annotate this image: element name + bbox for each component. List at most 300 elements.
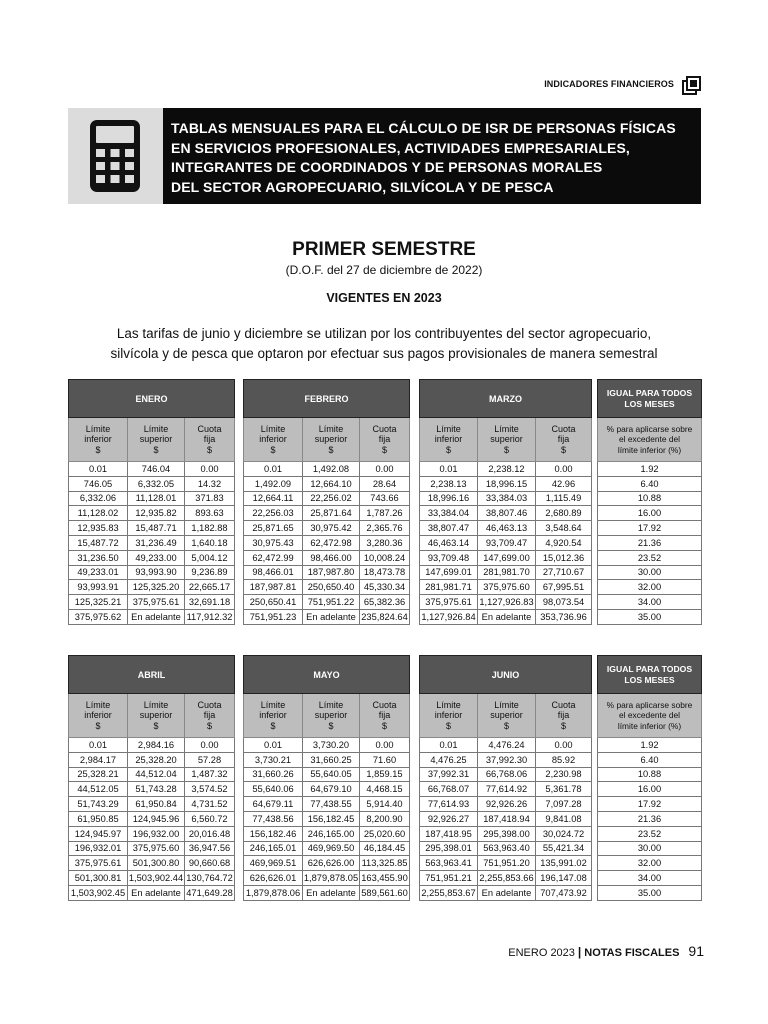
fixed-fee-cell: 743.66 [360,491,410,506]
fixed-fee-cell: 117,912.32 [185,609,235,624]
table-row [420,595,592,610]
upper-limit-cell: 66,768.06 [478,767,536,782]
column-header-lim-inf [69,694,128,738]
table-title-row [69,656,235,694]
lower-limit-cell: 98,466.01 [244,565,303,580]
column-header-line: fija [557,434,570,445]
table-row [420,826,592,841]
column-header-line: $ [95,444,101,455]
lower-limit-cell: 15,487.72 [69,535,128,550]
rate-title-line: LOS MESES [624,398,675,409]
rate-cell: 23.52 [598,826,702,841]
upper-limit-cell: En adelante [478,885,536,900]
rate-cell: 6.40 [598,752,702,767]
fixed-fee-cell: 135,991.02 [536,856,592,871]
fixed-fee-cell: 27,710.67 [536,565,592,580]
upper-limit-cell: 469,969.50 [303,841,360,856]
lower-limit-cell: 3,730.21 [244,752,303,767]
column-header-line: superior [314,434,348,445]
table-row [598,491,702,506]
banner-line: TABLAS MENSUALES PARA EL CÁLCULO DE ISR DE PERSONAS FÍSICAS [171,120,676,136]
column-header-cuota [536,418,592,462]
table-row [420,521,592,536]
fixed-fee-cell: 42.96 [536,476,592,491]
rate-cell: 16.00 [598,782,702,797]
table-row [420,752,592,767]
upper-limit-cell: 147,699.00 [478,550,536,565]
upper-limit-cell: 196,932.00 [128,826,185,841]
column-header-line: superior [139,434,173,445]
column-header-cuota [536,694,592,738]
column-header-lim-inf [420,694,478,738]
table-row [69,811,235,826]
lower-limit-cell: 751,951.23 [244,609,303,624]
rate-title-line: LOS MESES [624,674,675,685]
table-title-row [598,656,702,694]
upper-limit-cell: 92,926.26 [478,797,536,812]
column-header-line: Límite [143,699,169,710]
column-header-cuota [185,694,235,738]
column-header-line: $ [381,720,387,731]
lower-limit-cell: 147,699.01 [420,565,478,580]
lower-limit-cell: 1,492.09 [244,476,303,491]
table-row [598,565,702,580]
fixed-fee-cell: 471,649.28 [185,885,235,900]
lower-limit-cell: 156,182.46 [244,826,303,841]
table-row [244,767,410,782]
fixed-fee-cell: 32,691.18 [185,595,235,610]
tariff-table-mayo [243,655,410,901]
upper-limit-cell: 2,255,853.66 [478,871,536,886]
lower-limit-cell: 1,503,902.45 [69,885,128,900]
tariff-table-marzo [419,379,592,625]
upper-limit-cell: 4,476.24 [478,738,536,753]
fixed-fee-cell: 163,455.90 [360,871,410,886]
column-header-line: el excedente del [619,710,680,721]
fixed-fee-cell: 589,561.60 [360,885,410,900]
rate-cell: 23.52 [598,550,702,565]
rate-cell: 34.00 [598,871,702,886]
upper-limit-cell: 2,238.12 [478,462,536,477]
lower-limit-cell: 281,981.71 [420,580,478,595]
upper-limit-cell: 22,256.02 [303,491,360,506]
upper-limit-cell: 18,996.15 [478,476,536,491]
upper-limit-cell: 51,743.28 [128,782,185,797]
lower-limit-cell: 746.05 [69,476,128,491]
column-header-line: Límite [436,423,461,434]
table-row [69,565,235,580]
upper-limit-cell: 1,503,902.44 [128,871,185,886]
fixed-fee-cell: 36,947.56 [185,841,235,856]
tariff-table-febrero [243,379,410,625]
lower-limit-cell: 22,256.03 [244,506,303,521]
lower-limit-cell: 44,512.05 [69,782,128,797]
header-banner [68,108,701,204]
column-header-line: inferior [434,710,463,721]
table-row [244,491,410,506]
fixed-fee-cell: 2,230.98 [536,767,592,782]
table-title-row [244,656,410,694]
table-row [244,506,410,521]
fixed-fee-cell: 1,787.26 [360,506,410,521]
rate-cell: 10.88 [598,767,702,782]
upper-limit-cell: 31,236.49 [128,535,185,550]
upper-limit-cell: 93,709.47 [478,535,536,550]
footer-brand: NOTAS FISCALES [584,947,680,959]
fixed-fee-cell: 5,004.12 [185,550,235,565]
fixed-fee-cell: 1,182.88 [185,521,235,536]
table-row [69,767,235,782]
lower-limit-cell: 2,984.17 [69,752,128,767]
table-row [598,595,702,610]
lower-limit-cell: 0.01 [69,462,128,477]
column-header-line: Cuota [372,699,397,710]
rate-cell: 30.00 [598,565,702,580]
column-header-line: inferior [84,710,112,721]
table-row [598,550,702,565]
lower-limit-cell: 375,975.61 [69,856,128,871]
upper-limit-cell: 15,487.71 [128,521,185,536]
fixed-fee-cell: 0.00 [536,738,592,753]
fixed-fee-cell: 25,020.60 [360,826,410,841]
upper-limit-cell: 30,975.42 [303,521,360,536]
column-header-line: superior [139,710,173,721]
lower-limit-cell: 250,650.41 [244,595,303,610]
lower-limit-cell: 295,398.01 [420,841,478,856]
rate-cell: 35.00 [598,609,702,624]
lower-limit-cell: 751,951.21 [420,871,478,886]
table-row [420,565,592,580]
column-header-line: Límite [143,423,169,434]
lower-limit-cell: 2,238.13 [420,476,478,491]
fixed-fee-cell: 235,824.64 [360,609,410,624]
table-row [69,782,235,797]
table-row [598,462,702,477]
fixed-fee-cell: 130,764.72 [185,871,235,886]
fixed-fee-cell: 707,473.92 [536,885,592,900]
tariff-table-junio [419,655,592,901]
table-row [598,826,702,841]
upper-limit-cell: 64,679.10 [303,782,360,797]
fixed-fee-cell: 9,236.89 [185,565,235,580]
fixed-fee-cell: 353,736.96 [536,609,592,624]
upper-limit-cell: En adelante [303,609,360,624]
table-row [598,782,702,797]
rate-cell: 35.00 [598,885,702,900]
table-row [598,521,702,536]
table-row [420,476,592,491]
upper-limit-cell: 751,951.20 [478,856,536,871]
table-title-row [420,656,592,694]
column-header-lim-inf [420,418,478,462]
lower-limit-cell: 55,640.06 [244,782,303,797]
fixed-fee-cell: 45,330.34 [360,580,410,595]
column-header-line: Límite [260,699,286,710]
table-row [69,797,235,812]
column-header-line: Cuota [197,699,222,710]
lower-limit-cell: 49,233.01 [69,565,128,580]
lower-limit-cell: 18,996.16 [420,491,478,506]
upper-limit-cell: 125,325.20 [128,580,185,595]
fixed-fee-cell: 71.60 [360,752,410,767]
column-header-line: superior [490,434,523,445]
column-header-line: límite inferior (%) [617,720,682,731]
table-row [598,856,702,871]
column-header-line: $ [328,444,334,455]
table-row [244,550,410,565]
fixed-fee-cell: 1,859.15 [360,767,410,782]
fixed-fee-cell: 57.28 [185,752,235,767]
column-header-lim-sup [128,694,185,738]
upper-limit-cell: 11,128.01 [128,491,185,506]
lower-limit-cell: 469,969.51 [244,856,303,871]
upper-limit-cell: 61,950.84 [128,797,185,812]
fixed-fee-cell: 4,731.52 [185,797,235,812]
lower-limit-cell: 187,987.81 [244,580,303,595]
table-row [244,826,410,841]
table-row [244,535,410,550]
lower-limit-cell: 12,664.11 [244,491,303,506]
column-header-cuota [360,694,410,738]
table-row [69,871,235,886]
lower-limit-cell: 1,127,926.84 [420,609,478,624]
lower-limit-cell: 0.01 [244,738,303,753]
table-row [69,752,235,767]
upper-limit-cell: 55,640.05 [303,767,360,782]
table-row [598,738,702,753]
upper-limit-cell: En adelante [128,885,185,900]
column-header-line: Límite [318,423,344,434]
table-row [244,782,410,797]
footer-issue: ENERO 2023 [508,947,575,959]
table-row [598,885,702,900]
lower-limit-cell: 6,332.06 [69,491,128,506]
column-header-line: % para aplicarse sobre [606,423,693,434]
lower-limit-cell: 25,871.65 [244,521,303,536]
lower-limit-cell: 4,476.25 [420,752,478,767]
table-row [244,811,410,826]
upper-limit-cell: 12,935.82 [128,506,185,521]
month-title: ABRIL [69,656,235,694]
column-header-row [420,418,592,462]
upper-limit-cell: 156,182.45 [303,811,360,826]
upper-limit-cell: 246,165.00 [303,826,360,841]
upper-limit-cell: 375,975.60 [128,841,185,856]
month-title: FEBRERO [244,380,410,418]
table-row [420,462,592,477]
column-header-line: Límite [318,699,344,710]
upper-limit-cell: 6,332.05 [128,476,185,491]
rate-table-title [598,656,702,694]
rate-cell: 10.88 [598,491,702,506]
lower-limit-cell: 125,325.21 [69,595,128,610]
lower-limit-cell: 375,975.62 [69,609,128,624]
upper-limit-cell: 1,879,878.05 [303,871,360,886]
rate-cell: 17.92 [598,521,702,536]
fixed-fee-cell: 8,200.90 [360,811,410,826]
table-row [598,476,702,491]
upper-limit-cell: 98,466.00 [303,550,360,565]
upper-limit-cell: 12,664.10 [303,476,360,491]
lower-limit-cell: 11,128.02 [69,506,128,521]
column-header-line: $ [445,444,451,455]
column-header-line: Límite [260,423,286,434]
upper-limit-cell: 77,438.55 [303,797,360,812]
column-header-line: inferior [84,434,112,445]
rate-table-2 [597,655,702,901]
table-title-row [598,380,702,418]
upper-limit-cell: En adelante [128,609,185,624]
fixed-fee-cell: 90,660.68 [185,856,235,871]
lower-limit-cell: 61,950.85 [69,811,128,826]
page-number: 91 [688,943,704,959]
lower-limit-cell: 375,975.61 [420,595,478,610]
rate-cell: 21.36 [598,535,702,550]
fixed-fee-cell: 30,024.72 [536,826,592,841]
page-footer [508,943,704,959]
table-row [69,595,235,610]
upper-limit-cell: 281,981.70 [478,565,536,580]
table-row [420,506,592,521]
validity-heading: VIGENTES EN 2023 [326,291,442,305]
lower-limit-cell: 93,709.48 [420,550,478,565]
fixed-fee-cell: 5,361.78 [536,782,592,797]
lower-limit-cell: 46,463.14 [420,535,478,550]
table-row [420,782,592,797]
table-row [69,535,235,550]
fixed-fee-cell: 0.00 [360,738,410,753]
table-row [420,856,592,871]
column-header-line: Límite [436,699,461,710]
upper-limit-cell: En adelante [303,885,360,900]
upper-limit-cell: 49,233.00 [128,550,185,565]
lower-limit-cell: 124,945.97 [69,826,128,841]
column-header-line: superior [314,710,348,721]
rate-cell: 32.00 [598,856,702,871]
lower-limit-cell: 93,993.91 [69,580,128,595]
banner-line: EN SERVICIOS PROFESIONALES, ACTIVIDADES EMPRESARIALES, [171,139,630,156]
column-header-line: $ [270,720,276,731]
lower-limit-cell: 77,438.56 [244,811,303,826]
column-header-line: $ [153,720,159,731]
column-header-lim-inf [244,694,303,738]
lower-limit-cell: 66,768.07 [420,782,478,797]
lower-limit-cell: 2,255,853.67 [420,885,478,900]
fixed-fee-cell: 10,008.24 [360,550,410,565]
column-header-cuota [185,418,235,462]
column-header-line: fija [203,434,216,445]
upper-limit-cell: 1,492.08 [303,462,360,477]
column-header-lim-sup [128,418,185,462]
lower-limit-cell: 187,418.95 [420,826,478,841]
fixed-fee-cell: 9,841.08 [536,811,592,826]
banner-line: INTEGRANTES DE COORDINADOS Y DE PERSONAS MORALES [171,159,603,175]
table-row [420,885,592,900]
column-header-line: % para aplicarse sobre [606,699,693,710]
rate-cell: 6.40 [598,476,702,491]
table-row [420,841,592,856]
upper-limit-cell: 124,945.96 [128,811,185,826]
table-title-row [244,380,410,418]
lower-limit-cell: 30,975.43 [244,535,303,550]
lower-limit-cell: 38,807.47 [420,521,478,536]
table-row [598,535,702,550]
column-header-lim-inf [244,418,303,462]
upper-limit-cell: 1,127,926.83 [478,595,536,610]
fixed-fee-cell: 85.92 [536,752,592,767]
table-title-row [420,380,592,418]
rate-table-title [598,380,702,418]
column-header-line: $ [153,444,159,455]
table-row [598,797,702,812]
upper-limit-cell: 25,328.20 [128,752,185,767]
fixed-fee-cell: 7,097.28 [536,797,592,812]
table-row [420,550,592,565]
tariff-table-abril [68,655,235,901]
fixed-fee-cell: 113,325.85 [360,856,410,871]
lower-limit-cell: 77,614.93 [420,797,478,812]
table-title-row [69,380,235,418]
rate-title-line: IGUAL PARA TODOS [606,663,693,674]
fixed-fee-cell: 0.00 [536,462,592,477]
fixed-fee-cell: 3,548.64 [536,521,592,536]
upper-limit-cell: 563,963.40 [478,841,536,856]
column-header-row [598,694,702,738]
table-row [420,738,592,753]
fixed-fee-cell: 3,574.52 [185,782,235,797]
column-header-rate [598,418,702,462]
column-header-line: inferior [259,710,287,721]
fixed-fee-cell: 22,665.17 [185,580,235,595]
upper-limit-cell: 31,660.25 [303,752,360,767]
upper-limit-cell: 38,807.46 [478,506,536,521]
fixed-fee-cell: 20,016.48 [185,826,235,841]
fixed-fee-cell: 0.00 [185,462,235,477]
table-row [69,609,235,624]
fixed-fee-cell: 1,487.32 [185,767,235,782]
lower-limit-cell: 0.01 [420,462,478,477]
lower-limit-cell: 196,932.01 [69,841,128,856]
lower-limit-cell: 1,879,878.06 [244,885,303,900]
table-row [598,841,702,856]
lower-limit-cell: 0.01 [420,738,478,753]
upper-limit-cell: 375,975.61 [128,595,185,610]
column-header-line: inferior [259,434,287,445]
table-row [420,535,592,550]
lower-limit-cell: 0.01 [69,738,128,753]
table-row [69,826,235,841]
table-row [598,609,702,624]
table-row [244,609,410,624]
banner-line: DEL SECTOR AGROPECUARIO, SILVÍCOLA Y DE PESCA [171,178,554,195]
upper-limit-cell: 62,472.98 [303,535,360,550]
table-row [244,856,410,871]
upper-limit-cell: 626,626.00 [303,856,360,871]
intro-line: Las tarifas de junio y diciembre se utilizan por los contribuyentes del sector agropecuario, [116,326,652,341]
table-row [244,797,410,812]
fixed-fee-cell: 5,914.40 [360,797,410,812]
lower-limit-cell: 563,963.41 [420,856,478,871]
rate-cell: 34.00 [598,595,702,610]
table-row [598,506,702,521]
rate-cell: 1.92 [598,462,702,477]
upper-limit-cell: 44,512.04 [128,767,185,782]
lower-limit-cell: 0.01 [244,462,303,477]
rate-cell: 30.00 [598,841,702,856]
upper-limit-cell: 37,992.30 [478,752,536,767]
column-header-line: $ [270,444,276,455]
upper-limit-cell: 250,650.40 [303,580,360,595]
